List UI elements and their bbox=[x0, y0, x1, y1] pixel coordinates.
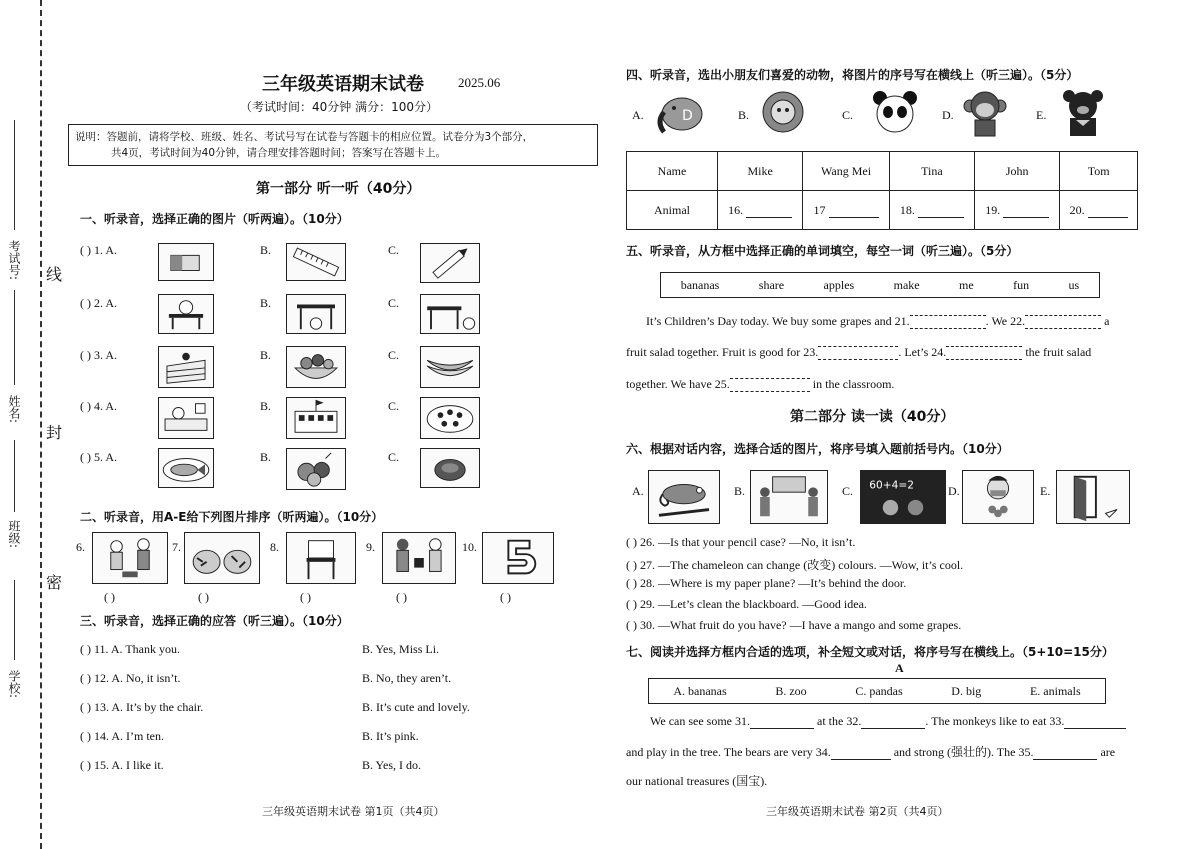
q4-option-b: B. bbox=[260, 399, 272, 413]
passage-text: the fruit salad bbox=[1025, 345, 1092, 359]
ball-under-desk-icon bbox=[286, 294, 346, 334]
word-bank-item: share bbox=[758, 277, 785, 292]
name-label: 姓名: bbox=[7, 395, 21, 424]
seal-mark-mi: 密 bbox=[46, 573, 63, 592]
pic-option-d-label: D. bbox=[948, 484, 960, 498]
animal-option-a-label: A. bbox=[632, 108, 644, 122]
table-row bbox=[627, 191, 1138, 230]
footer-right: 三年级英语期末试卷 第2页（共4页） bbox=[766, 805, 949, 818]
ruler-icon bbox=[286, 243, 346, 281]
animal-option-d-label: D. bbox=[942, 108, 954, 122]
answer-17-blank[interactable] bbox=[829, 203, 879, 218]
ball-beside-desk-icon bbox=[420, 294, 480, 334]
blank-34[interactable] bbox=[831, 745, 891, 760]
tigers-icon bbox=[184, 532, 260, 584]
pic-option-a-label: A. bbox=[632, 484, 644, 498]
class-line bbox=[14, 440, 15, 512]
q2-option-b: B. bbox=[260, 296, 272, 310]
ball-on-desk-icon bbox=[158, 294, 214, 334]
q14-option-b: B. It’s pink. bbox=[362, 729, 419, 743]
passage-text: fruit salad together. Fruit is good for 23. bbox=[626, 345, 819, 359]
q4-number: ( ) 4. A. bbox=[80, 399, 117, 413]
blackboard-icon bbox=[860, 470, 946, 524]
eraser-icon bbox=[158, 243, 214, 281]
reading-text: and strong (强壮的). The 35. bbox=[893, 745, 1034, 759]
name-line bbox=[14, 290, 15, 385]
option-item: B. zoo bbox=[775, 683, 807, 698]
section2-title: 二、听录音，用A-E给下列图片排序（听两遍）。（10分） bbox=[80, 510, 384, 524]
blank-32[interactable] bbox=[861, 714, 925, 729]
pic-option-c-label: C. bbox=[842, 484, 854, 498]
school-icon bbox=[286, 397, 346, 439]
animal-option-b-label: B. bbox=[738, 108, 750, 122]
blank-25[interactable] bbox=[730, 378, 810, 392]
reading-text: . The monkeys like to eat 33. bbox=[925, 714, 1065, 728]
cut-line bbox=[40, 0, 42, 849]
section7-title: 七、阅读并选择方框内合适的选项，补全短文或对话，将序号写在横线上。（5+10=15分） bbox=[626, 645, 1114, 659]
q9-number: 9. bbox=[366, 540, 375, 554]
exam-time-score: （考试时间：40分钟 满分：100分） bbox=[240, 100, 438, 114]
school-label: 学校: bbox=[7, 670, 21, 699]
q3-number: ( ) 3. A. bbox=[80, 348, 117, 362]
reading-line-2 bbox=[626, 743, 1115, 760]
q13-option-b: B. It’s cute and lovely. bbox=[362, 700, 470, 714]
class-label: 班级: bbox=[7, 520, 21, 549]
answer-16-blank[interactable] bbox=[746, 203, 792, 218]
svg-text:D: D bbox=[682, 108, 693, 124]
word-bank-box bbox=[660, 272, 1100, 298]
passage-text: . Let’s 24. bbox=[898, 345, 947, 359]
exam-number-line bbox=[14, 120, 15, 230]
q6-number: 6. bbox=[76, 540, 85, 554]
fruit-bowl-icon bbox=[286, 346, 346, 388]
lion-icon bbox=[756, 88, 810, 138]
number-five-icon bbox=[482, 532, 554, 584]
gift-giving-icon bbox=[382, 532, 456, 584]
q10-answer-paren[interactable]: ( ) bbox=[500, 590, 511, 604]
q1-option-b: B. bbox=[260, 243, 272, 257]
meat-icon bbox=[420, 448, 480, 488]
passage-line-1 bbox=[646, 314, 1109, 329]
part1-title: 第一部分 听一听（40分） bbox=[256, 181, 421, 197]
word-bank-item: make bbox=[893, 277, 920, 292]
q12-option-b: B. No, they aren’t. bbox=[362, 671, 452, 685]
animal-answer-table bbox=[626, 151, 1138, 230]
fruits-icon bbox=[286, 448, 346, 490]
instructions-line-1: 说明：答题前，请将学校、班级、姓名、考试号写在试卷与答题卡的相应位置。试卷分为3个部分， bbox=[75, 131, 534, 143]
exam-date: 2025.06 bbox=[458, 75, 501, 90]
q1-option-c: C. bbox=[388, 243, 400, 257]
q6-answer-paren[interactable]: ( ) bbox=[104, 590, 115, 604]
bear-icon bbox=[1060, 88, 1106, 138]
q8-answer-paren[interactable]: ( ) bbox=[300, 590, 311, 604]
blank-23[interactable] bbox=[818, 346, 898, 360]
table-header-cell: Mike bbox=[718, 152, 803, 191]
word-bank-item: apples bbox=[823, 277, 855, 292]
q2-option-c: C. bbox=[388, 296, 400, 310]
answer-17-label: 17 bbox=[813, 202, 826, 217]
kids-poster-icon bbox=[750, 470, 828, 524]
blank-21[interactable] bbox=[910, 315, 986, 329]
q7-number: 7. bbox=[172, 540, 181, 554]
answer-19-blank[interactable] bbox=[1003, 203, 1049, 218]
answer-19-label: 19. bbox=[985, 202, 1001, 217]
reading-text: and play in the tree. The bears are very 34. bbox=[626, 745, 831, 759]
cake-icon bbox=[158, 346, 214, 388]
section6-title: 六、根据对话内容，选择合适的图片，将序号填入题前括号内。（10分） bbox=[626, 442, 1009, 456]
option-item: C. pandas bbox=[855, 683, 903, 698]
table-header-row bbox=[627, 152, 1138, 191]
pic-option-e-label: E. bbox=[1040, 484, 1051, 498]
table-header-cell: Tina bbox=[889, 152, 974, 191]
answer-18-cell[interactable] bbox=[889, 191, 974, 230]
panda-icon bbox=[870, 88, 920, 138]
instructions-box bbox=[68, 124, 598, 166]
blank-35[interactable] bbox=[1033, 745, 1097, 760]
q1-number: ( ) 1. A. bbox=[80, 243, 117, 257]
option-item: D. big bbox=[951, 683, 982, 698]
passage-line-2 bbox=[626, 345, 1091, 360]
q8-number: 8. bbox=[270, 540, 279, 554]
chameleon-icon bbox=[648, 470, 720, 524]
table-header-cell: Tom bbox=[1060, 152, 1138, 191]
section4-title: 四、听录音，选出小朋友们喜爱的动物，将图片的序号写在横线上（听三遍）。（5分） bbox=[626, 68, 1079, 82]
pencil-icon bbox=[420, 243, 480, 283]
answer-18-label: 18. bbox=[899, 202, 915, 217]
section1-title: 一、听录音，选择正确的图片（听两遍）。（10分） bbox=[80, 212, 349, 226]
answer-20-cell[interactable] bbox=[1060, 191, 1138, 230]
cake-party-icon bbox=[420, 397, 480, 439]
table-header-cell: Wang Mei bbox=[803, 152, 890, 191]
dialog-30: ( ) 30. —What fruit do you have? —I have a mango and some grapes. bbox=[626, 618, 962, 632]
girl-grapes-icon bbox=[962, 470, 1034, 524]
bedroom-icon bbox=[158, 397, 214, 439]
reading-text: at the 32. bbox=[817, 714, 862, 728]
answer-16-label: 16. bbox=[728, 202, 744, 217]
blank-31[interactable] bbox=[750, 714, 814, 729]
q5-option-c: C. bbox=[388, 450, 400, 464]
passage-text: . We 22. bbox=[985, 314, 1026, 328]
part2-title: 第二部分 读一读（40分） bbox=[790, 409, 955, 425]
reading-line-1 bbox=[650, 714, 1126, 729]
animal-option-c-label: C. bbox=[842, 108, 854, 122]
q2-number: ( ) 2. A. bbox=[80, 296, 117, 310]
passage-text: together. We have 25. bbox=[626, 377, 730, 391]
option-item: E. animals bbox=[1029, 683, 1081, 698]
q3-option-c: C. bbox=[388, 348, 400, 362]
q15-option-a: ( ) 15. A. I like it. bbox=[80, 758, 164, 772]
q15-option-b: B. Yes, I do. bbox=[362, 758, 422, 772]
reading-text: are bbox=[1100, 745, 1116, 759]
answer-19-cell[interactable] bbox=[975, 191, 1060, 230]
q12-option-a: ( ) 12. A. No, it isn’t. bbox=[80, 671, 181, 685]
table-row-label: Animal bbox=[627, 191, 718, 230]
pic-option-b-label: B. bbox=[734, 484, 746, 498]
bananas-icon bbox=[420, 346, 480, 388]
table-header-cell: Name bbox=[627, 152, 718, 191]
instructions-line-2: 共4页，考试时间为40分钟，请合理安排答题时间；答案写在答题卡上。 bbox=[111, 147, 447, 159]
blank-33[interactable] bbox=[1064, 714, 1126, 729]
q5-option-b: B. bbox=[260, 450, 272, 464]
q13-option-a: ( ) 13. A. It’s by the chair. bbox=[80, 700, 204, 714]
answer-20-label: 20. bbox=[1069, 202, 1085, 217]
q11-option-b: B. Yes, Miss Li. bbox=[362, 642, 440, 656]
q4-option-c: C. bbox=[388, 399, 400, 413]
blank-22[interactable] bbox=[1025, 315, 1101, 329]
exam-title: 三年级英语期末试卷 bbox=[262, 74, 424, 95]
reading-line-3: our national treasures (国宝). bbox=[626, 774, 768, 788]
answer-16-cell[interactable] bbox=[718, 191, 803, 230]
dialog-28: ( ) 28. —Where is my paper plane? —It’s behind the door. bbox=[626, 576, 907, 590]
q9-answer-paren[interactable]: ( ) bbox=[396, 590, 407, 604]
seal-mark-feng: 封 bbox=[46, 423, 63, 442]
seal-mark-xian: 线 bbox=[46, 265, 63, 284]
dialog-29: ( ) 29. —Let’s clean the blackboard. —Good idea. bbox=[626, 597, 867, 611]
passage-text: a bbox=[1104, 314, 1110, 328]
section5-title: 五、听录音，从方框中选择正确的单词填空，每空一词（听三遍）。（5分） bbox=[626, 244, 1019, 258]
q7-answer-paren[interactable]: ( ) bbox=[198, 590, 209, 604]
chair-icon bbox=[286, 532, 356, 584]
answer-17-cell[interactable] bbox=[803, 191, 890, 230]
door-plane-icon bbox=[1056, 470, 1130, 524]
blackboard-text: 60+4=2 bbox=[869, 479, 914, 492]
word-bank-item: bananas bbox=[680, 277, 720, 292]
binding-margin bbox=[0, 0, 62, 849]
kids-playing-icon bbox=[92, 532, 168, 584]
q11-option-a: ( ) 11. A. Thank you. bbox=[80, 642, 180, 656]
monkey-icon bbox=[962, 88, 1008, 138]
school-line bbox=[14, 580, 15, 660]
table-header-cell: John bbox=[975, 152, 1060, 191]
dialog-27: ( ) 27. —The chameleon can change (改变) colours. —Wow, it’s cool. bbox=[626, 558, 964, 572]
section3-title: 三、听录音，选择正确的应答（听三遍）。（10分） bbox=[80, 614, 349, 628]
reading-text: We can see some 31. bbox=[650, 714, 750, 728]
section7-subpart: A bbox=[895, 661, 904, 675]
q5-number: ( ) 5. A. bbox=[80, 450, 117, 464]
dialog-26: ( ) 26. —Is that your pencil case? —No, it isn’t. bbox=[626, 535, 856, 549]
q14-option-a: ( ) 14. A. I’m ten. bbox=[80, 729, 164, 743]
options-box bbox=[648, 678, 1106, 704]
word-bank-item: me bbox=[959, 277, 974, 292]
exam-number-label: 考试号: bbox=[7, 240, 21, 281]
passage-text: in the classroom. bbox=[812, 377, 895, 391]
word-bank-item: fun bbox=[1013, 277, 1030, 292]
passage-text: It’s Children’s Day today. We buy some grapes and 21. bbox=[646, 314, 910, 328]
passage-line-3 bbox=[626, 377, 894, 392]
q3-option-b: B. bbox=[260, 348, 272, 362]
option-item: A. bananas bbox=[673, 683, 727, 698]
answer-20-blank[interactable] bbox=[1088, 203, 1128, 218]
blank-24[interactable] bbox=[946, 346, 1022, 360]
answer-18-blank[interactable] bbox=[918, 203, 964, 218]
word-bank-item: us bbox=[1068, 277, 1080, 292]
elephant-icon bbox=[652, 88, 708, 138]
footer-left: 三年级英语期末试卷 第1页（共4页） bbox=[262, 805, 445, 818]
animal-option-e-label: E. bbox=[1036, 108, 1047, 122]
q10-number: 10. bbox=[462, 540, 477, 554]
fish-icon bbox=[158, 448, 214, 488]
